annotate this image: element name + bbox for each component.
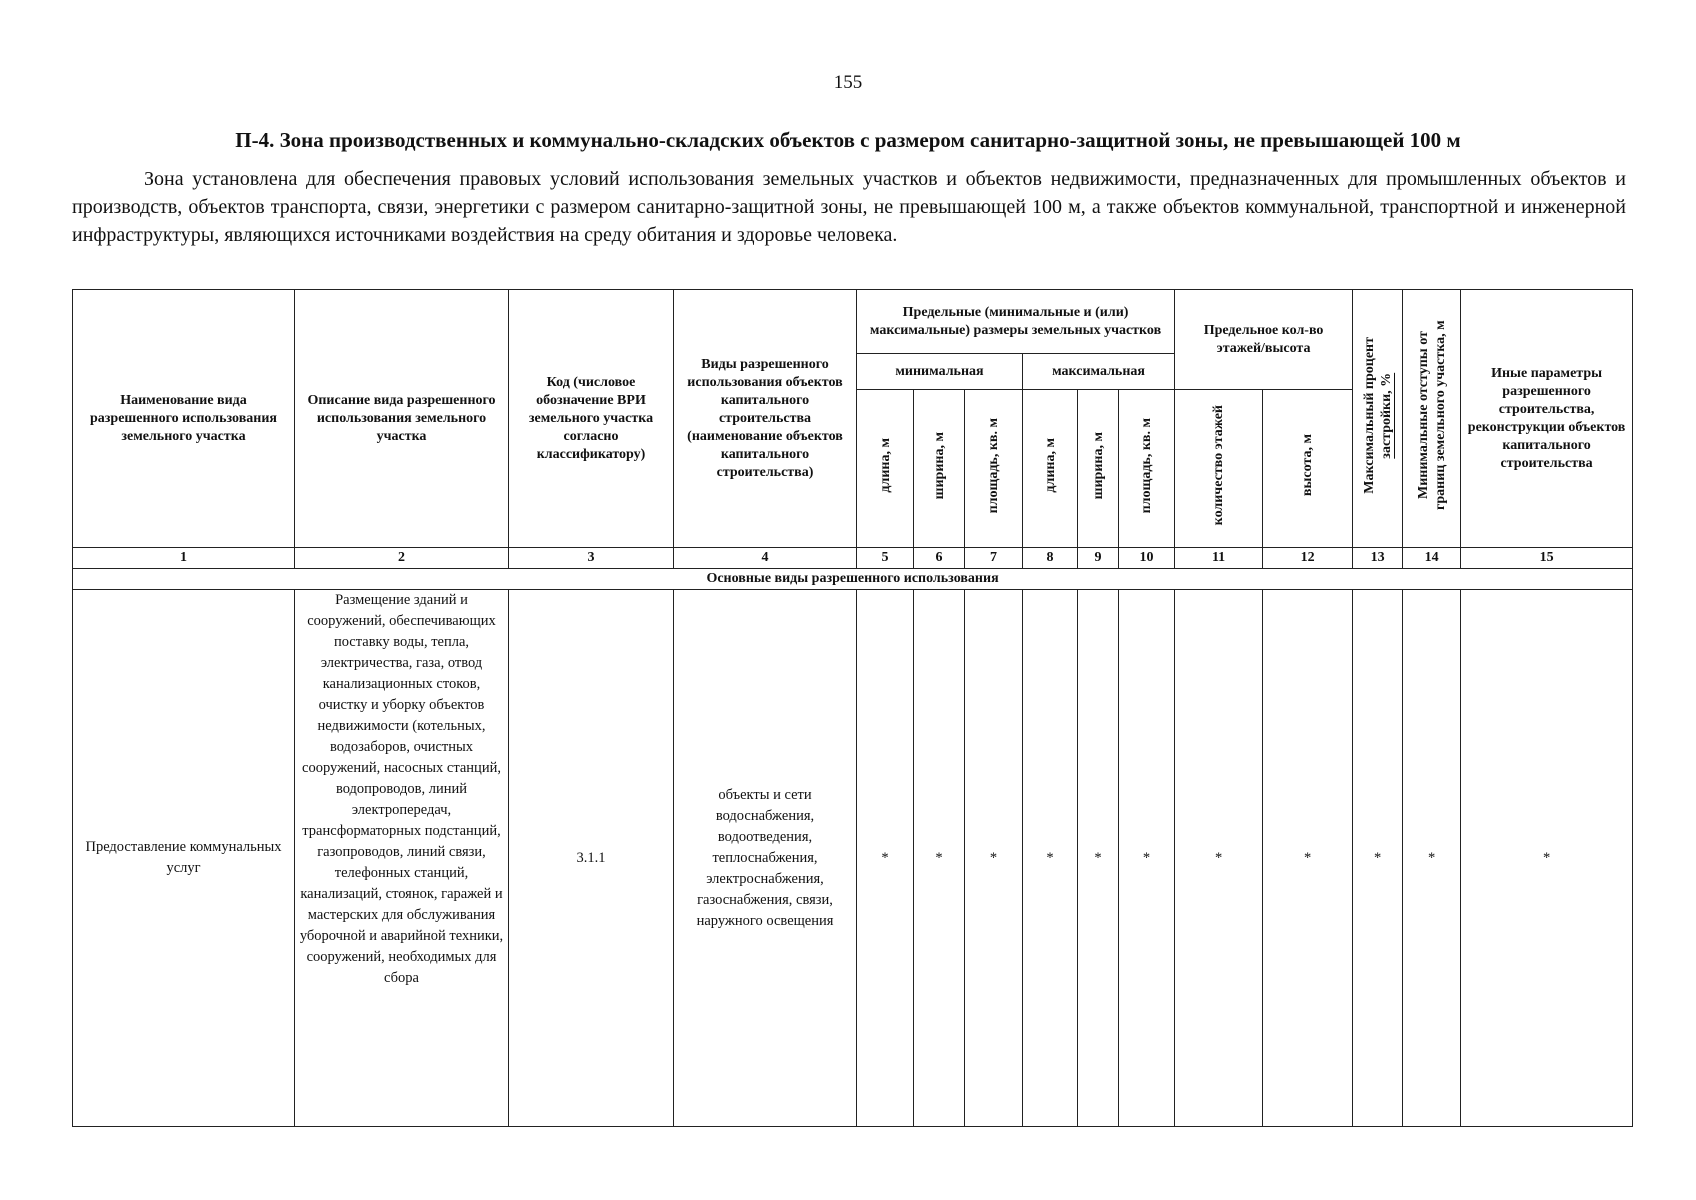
header-min-width: ширина, м [914, 390, 965, 548]
column-number: 1 [73, 548, 295, 569]
page-number: 155 [833, 72, 863, 93]
cell-value: * [965, 590, 1023, 1127]
header-plot-sizes: Предельные (минимальные и (или) максимальные) размеры земельных участков [857, 290, 1175, 354]
cell-value: * [1175, 590, 1263, 1127]
cell-code: 3.1.1 [509, 590, 674, 1127]
header-maximal: максимальная [1023, 354, 1175, 390]
header-minimal: минимальная [857, 354, 1023, 390]
cell-value: * [857, 590, 914, 1127]
cell-value: * [1119, 590, 1175, 1127]
header-description: Описание вида разрешенного использования земельного участка [295, 290, 509, 548]
cell-description: Размещение зданий и сооружений, обеспечивающих поставку воды, тепла, электричества, газа, отвод канализационных стоков, очистку и уборку объектов недвижимости (котельных, водозаборов, очистных сооружений, насосных станций, водопроводов, линий электропередач, трансформаторных подстанций, газопроводов, линий связи, телефонных станций, канализаций, стоянок, гаражей и мастерских для обслуживания уборочной и аварийной техники, сооружений, необходимых для сбора [295, 590, 509, 1127]
column-number: 4 [674, 548, 857, 569]
header-name: Наименование вида разрешенного использования земельного участка [73, 290, 295, 548]
cell-value: * [1403, 590, 1461, 1127]
column-number: 14 [1403, 548, 1461, 569]
header-types: Виды разрешенного использования объектов капитального строительства (наименование объектов капитального строительства) [674, 290, 857, 548]
column-number: 15 [1461, 548, 1633, 569]
column-number: 6 [914, 548, 965, 569]
table-header [73, 290, 1633, 548]
column-number-row [73, 548, 1633, 569]
header-max-area: площадь, кв. м [1119, 390, 1175, 548]
column-number: 5 [857, 548, 914, 569]
header-max-percent-b: застройки, % [1378, 372, 1394, 459]
header-floors: количество этажей [1175, 390, 1263, 548]
column-number: 13 [1353, 548, 1403, 569]
header-min-area: площадь, кв. м [965, 390, 1023, 548]
column-number: 8 [1023, 548, 1078, 569]
header-height: высота, м [1263, 390, 1353, 548]
column-number: 2 [295, 548, 509, 569]
section-row [73, 569, 1633, 590]
header-min-length: длина, м [857, 390, 914, 548]
header-max-percent-a: Максимальный процент [1361, 337, 1377, 494]
cell-value: * [1078, 590, 1119, 1127]
column-number: 7 [965, 548, 1023, 569]
column-number: 3 [509, 548, 674, 569]
section-title: Основные виды разрешенного использования [73, 569, 1633, 590]
header-code: Код (числовое обозначение ВРИ земельного участка согласно классификатору) [509, 290, 674, 548]
zone-title: П-4. Зона производственных и коммунально-складских объектов с размером санитарно-защитной зоны, не превышающей 100 м [235, 128, 1461, 152]
cell-types: объекты и сети водоснабжения, водоотведения, теплоснабжения, электроснабжения, газоснабжения, связи, наружного освещения [674, 590, 857, 1127]
column-number: 11 [1175, 548, 1263, 569]
intro-paragraph: Зона установлена для обеспечения правовых условий использования земельных участков и объектов недвижимости, предназначенных для промышленных объектов и производств, объектов транспорта, связи, энергетики с размером санитарно-защитной зоны, не превышающей 100 м, а также объектов коммунальной, транспортной и инженерной инфраструктуры, являющихся источниками воздействия на среду обитания и здоровье человека. [72, 168, 1626, 246]
cell-value: * [1023, 590, 1078, 1127]
table-row [73, 590, 1633, 1127]
header-max-length: длина, м [1023, 390, 1078, 548]
cell-name: Предоставление коммунальных услуг [73, 590, 295, 1127]
header-other: Иные параметры разрешенного строительства, реконструкции объектов капитального строительства [1461, 290, 1633, 548]
header-max-width: ширина, м [1078, 390, 1119, 548]
header-floors-height: Предельное кол-во этажей/высота [1175, 290, 1353, 390]
zoning-table [72, 289, 1633, 1127]
header-max-percent [1353, 290, 1403, 548]
column-number: 9 [1078, 548, 1119, 569]
column-number: 12 [1263, 548, 1353, 569]
cell-value: * [1353, 590, 1403, 1127]
cell-value: * [1263, 590, 1353, 1127]
cell-value: * [914, 590, 965, 1127]
header-setbacks [1403, 290, 1461, 548]
header-setbacks-text: Минимальные отступы от границ земельного участка, м [1415, 320, 1448, 511]
cell-value: * [1461, 590, 1633, 1127]
column-number: 10 [1119, 548, 1175, 569]
